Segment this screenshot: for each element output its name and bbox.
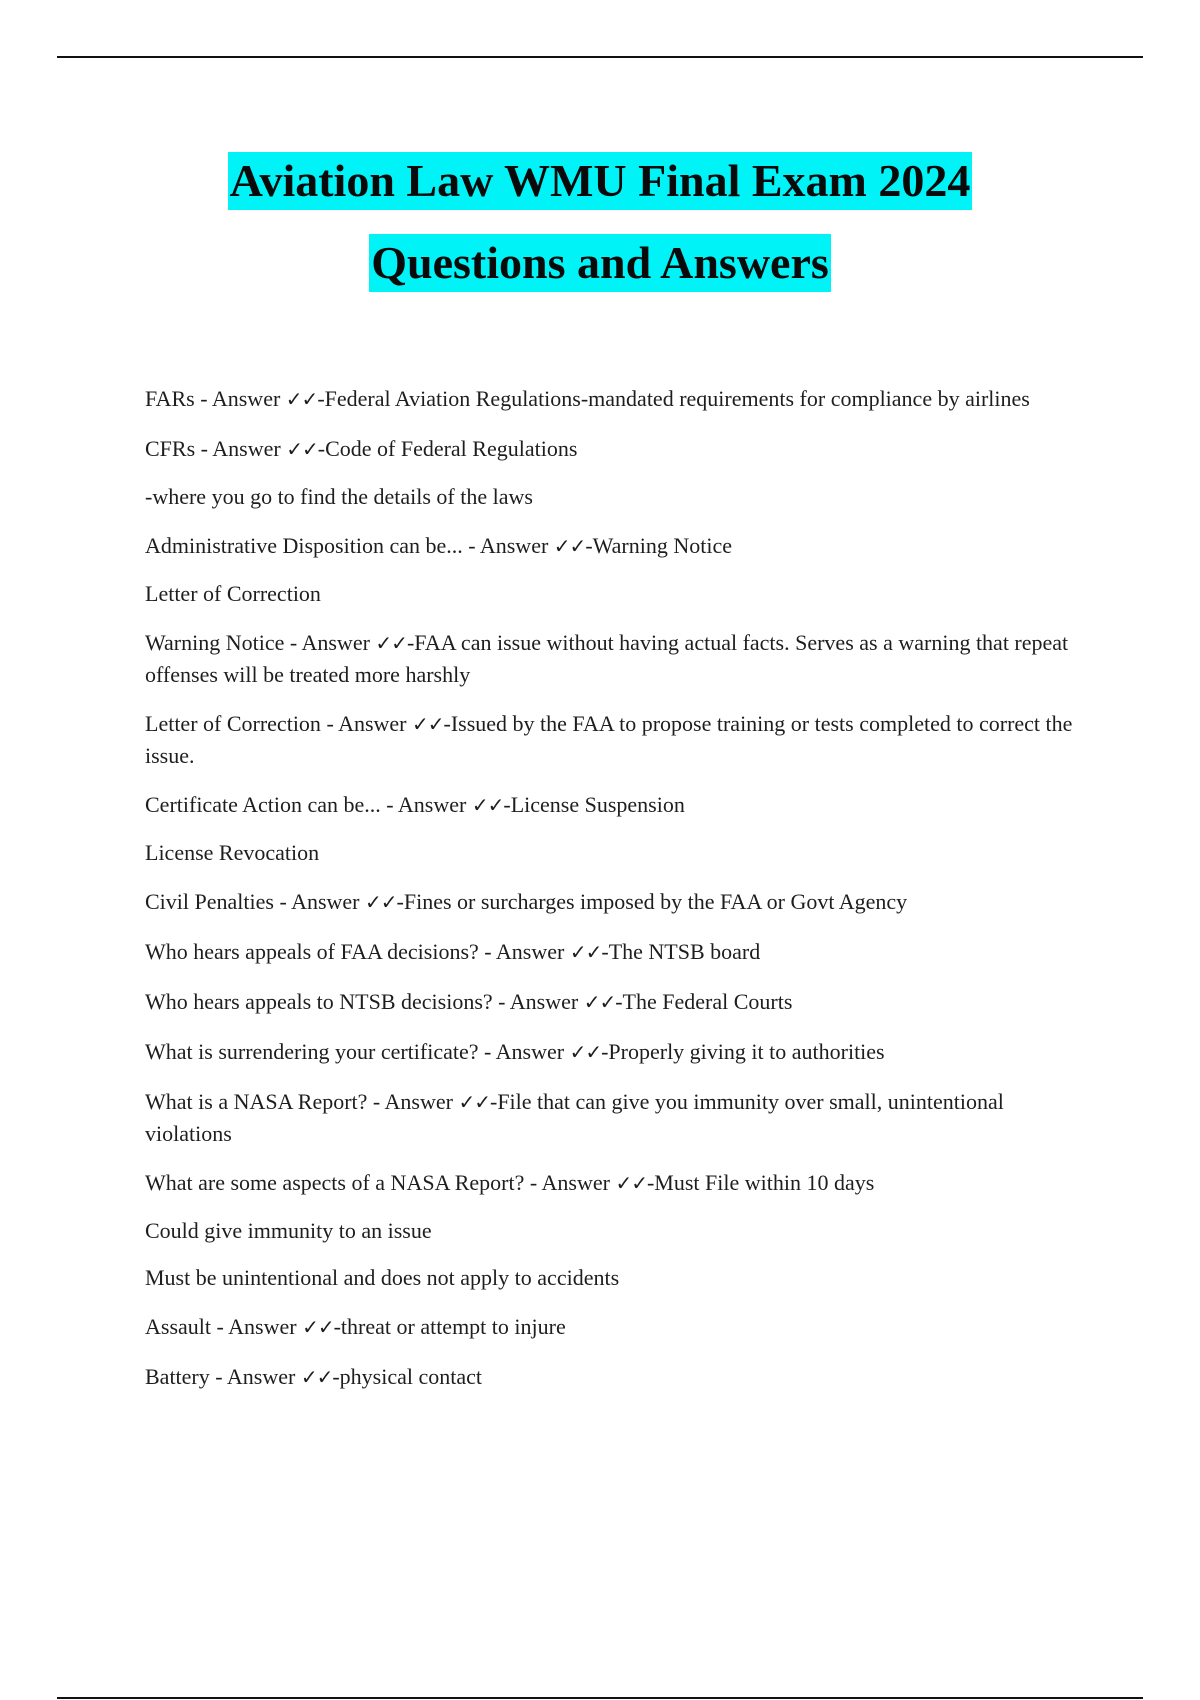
double-check-icon: ✓✓: [471, 793, 504, 817]
qa-entry: Warning Notice - Answer ✓✓-FAA can issue without having actual facts. Serves as a warning that repeat offenses will be treated more harshly: [145, 630, 1069, 687]
question-text: Assault: [145, 1314, 211, 1339]
question-text: Who hears appeals to NTSB decisions?: [145, 989, 493, 1014]
qa-entry: What are some aspects of a NASA Report? - Answer ✓✓-Must File within 10 days: [145, 1170, 875, 1195]
answer-text: threat or attempt to injure: [340, 1314, 566, 1339]
qa-entry: Civil Penalties - Answer ✓✓-Fines or surcharges imposed by the FAA or Govt Agency: [145, 889, 908, 914]
continuation-line: Must be unintentional and does not apply to accidents: [145, 1265, 620, 1290]
double-check-icon: ✓✓: [300, 1365, 333, 1389]
answer-text: The NTSB board: [608, 939, 761, 964]
answer-label: Answer: [212, 436, 281, 461]
answer-text: License Suspension: [510, 792, 685, 817]
qa-entry: CFRs - Answer ✓✓-Code of Federal Regulations: [145, 436, 578, 461]
question-text: Administrative Disposition can be...: [145, 533, 463, 558]
answer-text: Code of Federal Regulations: [325, 436, 578, 461]
title-line-2: [0, 222, 1200, 304]
answer-text: Issued by the FAA to propose training or tests completed to correct the issue.: [145, 711, 1073, 768]
answer-label: Answer: [384, 1089, 453, 1114]
answer-label: Answer: [479, 533, 549, 558]
qa-entry: Who hears appeals of FAA decisions? - Answer ✓✓-The NTSB board: [145, 939, 761, 964]
answer-text: Federal Aviation Regulations-mandated requirements for compliance by airlines: [324, 386, 1030, 411]
bottom-rule: [57, 1697, 1143, 1699]
answer-label: Answer: [301, 630, 370, 655]
qa-entry: Certificate Action can be... - Answer ✓✓-License Suspension: [145, 792, 685, 817]
answer-label: Answer: [397, 792, 467, 817]
answer-text: physical contact: [339, 1364, 483, 1389]
answer-text: Warning Notice: [592, 533, 732, 558]
double-check-icon: ✓✓: [365, 890, 397, 914]
answer-text: The Federal Courts: [622, 989, 793, 1014]
answer-text: Fines or surcharges imposed by the FAA or Govt Agency: [403, 889, 908, 914]
answer-text: FAA can issue without having actual facts. Serves as a warning that repeat offenses will be treated more harshly: [145, 630, 1069, 687]
qa-entry: Letter of Correction - Answer ✓✓-Issued by the FAA to propose training or tests completed to correct the issue.: [145, 711, 1073, 768]
answer-label: Answer: [541, 1170, 610, 1195]
answer-label: Answer: [228, 1314, 297, 1339]
title-block: [0, 140, 1200, 304]
answer-label: Answer: [226, 1364, 296, 1389]
qa-entry: Who hears appeals to NTSB decisions? - Answer ✓✓-The Federal Courts: [145, 989, 793, 1014]
answer-label: Answer: [291, 889, 360, 914]
double-check-icon: ✓✓: [375, 631, 407, 655]
continuation-line: -where you go to find the details of the laws: [145, 484, 533, 509]
double-check-icon: ✓✓: [569, 940, 602, 964]
qa-entry: Battery - Answer ✓✓-physical contact: [145, 1364, 483, 1389]
answer-label: Answer: [211, 386, 281, 411]
question-text: Certificate Action can be...: [145, 792, 381, 817]
title-line-2-text: Questions and Answers: [369, 234, 831, 292]
qa-list: [145, 383, 1075, 1411]
double-check-icon: ✓✓: [458, 1090, 490, 1114]
double-check-icon: ✓✓: [286, 437, 318, 461]
top-rule: [57, 56, 1143, 58]
answer-label: Answer: [495, 1039, 565, 1064]
answer-label: Answer: [338, 711, 407, 736]
title-line-1-text: Aviation Law WMU Final Exam 2024: [228, 152, 973, 210]
continuation-line: License Revocation: [145, 840, 320, 865]
continuation-line: Could give immunity to an issue: [145, 1218, 432, 1243]
double-check-icon: ✓✓: [412, 712, 444, 736]
qa-entry: FARs - Answer ✓✓-Federal Aviation Regulations-mandated requirements for compliance by airlines: [145, 386, 1030, 411]
question-text: What are some aspects of a NASA Report?: [145, 1170, 525, 1195]
double-check-icon: ✓✓: [569, 1040, 602, 1064]
question-text: What is surrendering your certificate?: [145, 1039, 479, 1064]
question-text: What is a NASA Report?: [145, 1089, 368, 1114]
title-line-1: [0, 140, 1200, 222]
question-text: Battery: [145, 1364, 210, 1389]
question-text: FARs: [145, 386, 195, 411]
question-text: Who hears appeals of FAA decisions?: [145, 939, 479, 964]
double-check-icon: ✓✓: [615, 1171, 647, 1195]
question-text: Letter of Correction: [145, 711, 321, 736]
answer-text: Properly giving it to authorities: [608, 1039, 885, 1064]
answer-label: Answer: [509, 989, 579, 1014]
question-text: CFRs: [145, 436, 196, 461]
qa-entry: Assault - Answer ✓✓-threat or attempt to injure: [145, 1314, 566, 1339]
double-check-icon: ✓✓: [553, 534, 586, 558]
qa-entry: What is surrendering your certificate? - Answer ✓✓-Properly giving it to authorities: [145, 1039, 885, 1064]
question-text: Civil Penalties: [145, 889, 274, 914]
answer-label: Answer: [495, 939, 565, 964]
double-check-icon: ✓✓: [285, 387, 318, 411]
question-text: Warning Notice: [145, 630, 285, 655]
double-check-icon: ✓✓: [583, 990, 616, 1014]
qa-entry: What is a NASA Report? - Answer ✓✓-File that can give you immunity over small, unintentional violations: [145, 1089, 1004, 1146]
continuation-line: Letter of Correction: [145, 581, 321, 606]
double-check-icon: ✓✓: [302, 1315, 334, 1339]
answer-text: Must File within 10 days: [654, 1170, 875, 1195]
qa-entry: Administrative Disposition can be... - Answer ✓✓-Warning Notice: [145, 533, 732, 558]
answer-text: File that can give you immunity over small, unintentional violations: [145, 1089, 1004, 1146]
